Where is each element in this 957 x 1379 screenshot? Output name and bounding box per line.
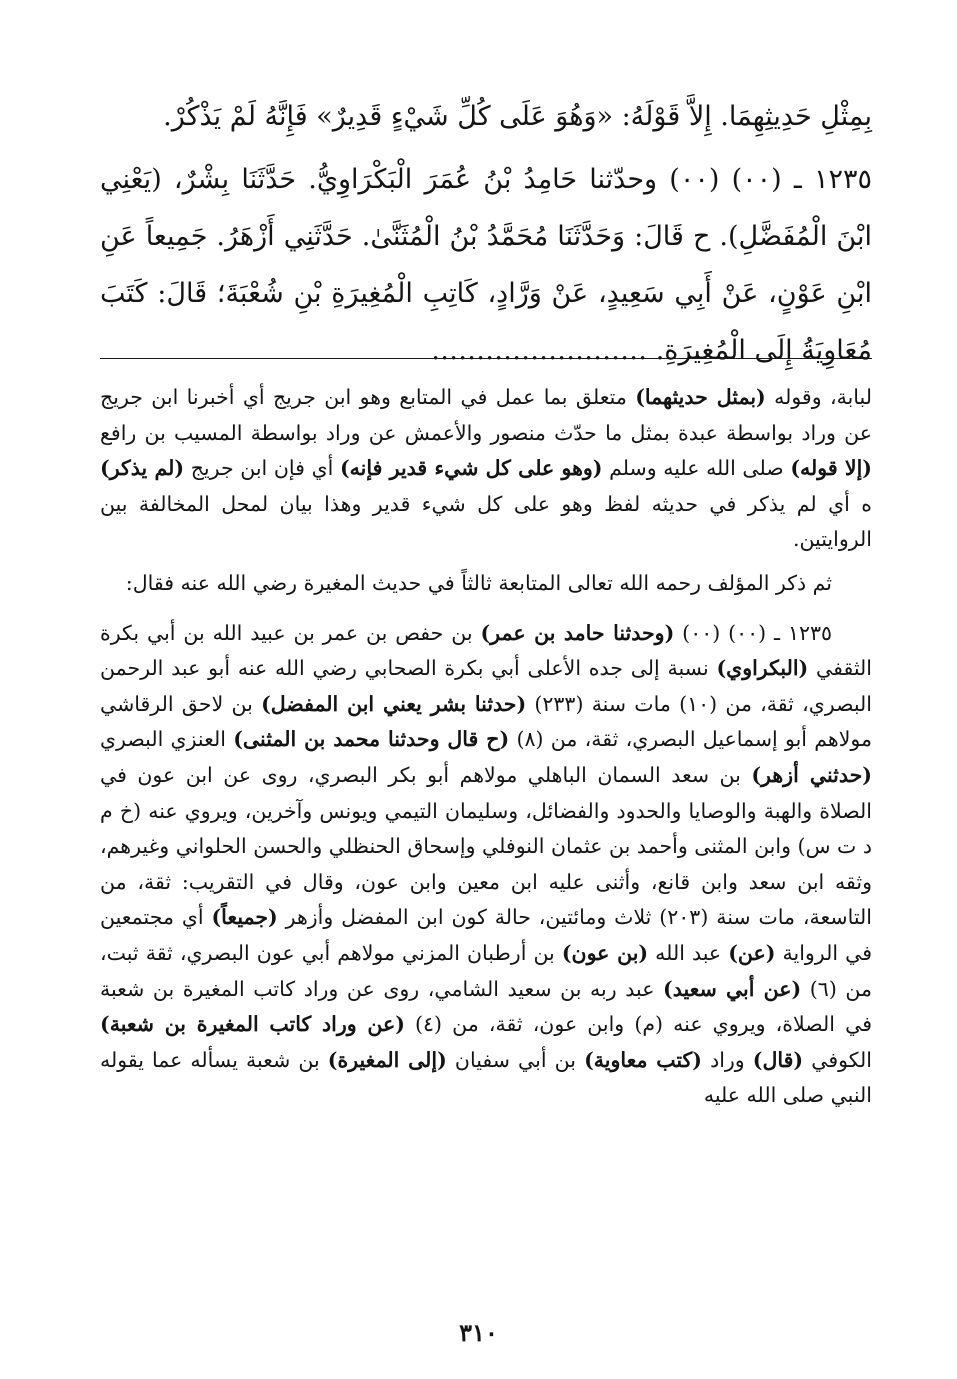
- commentary-text-run: بن أرطبان المزني مولاهم أبي عون البصري، ثقة ثبت، من (٦): [100, 940, 872, 1001]
- hadith-text-block: [100, 88, 872, 379]
- bold-quoted-phrase: (عن وراد كاتب المغيرة بن شعبة): [100, 1012, 405, 1037]
- bold-quoted-phrase: (إلا قوله): [790, 456, 872, 481]
- hadith-matn: [100, 88, 872, 379]
- commentary-text-run: عبد الله: [648, 940, 729, 965]
- bold-quoted-phrase: (حدثنا بشر يعني ابن المفضل): [261, 691, 527, 716]
- bold-quoted-phrase: (لم يذكر): [100, 456, 185, 481]
- footnote-divider-rule: [100, 358, 872, 359]
- commentary-text-run: بن شعبة يسأله عما يقوله النبي صلى الله عليه: [100, 1047, 872, 1108]
- ellipsis-dots: ……………………: [431, 335, 648, 366]
- hadith-1235-text: ١٢٣٥ ـ (٠٠) (٠٠) وحدّثنا حَامِدُ بْنُ عُمَرَ الْبَكْرَاوِيُّ. حَدَّثَنَا بِشْرٌ، (يَعْنِي ابْنَ الْمُفَضَّلِ). ح قَالَ: وَحَدَّثَنَا مُحَمَّدُ بْنُ الْمُثَنَّىٰ. حَدَّثَنِي أَزْهَرُ. جَمِيعاً عَنِ ابْنِ عَوْنٍ، عَنْ أَبِي سَعِيدٍ، عَنْ وَرَّادٍ، كَاتِبِ الْمُغِيرَةِ بْنِ شُعْبَةَ؛ قَالَ: كَتَبَ مُعَاوِيَةُ إِلَى الْمُغِيرَةِ.: [100, 164, 873, 366]
- commentary-paragraph-1: [100, 380, 872, 558]
- commentary-paragraph-3: [100, 616, 872, 1114]
- bold-quoted-phrase: (جميعاً): [211, 905, 278, 930]
- commentary-text-run: وراد: [701, 1047, 753, 1072]
- commentary-text-run: لبابة، وقوله: [765, 385, 872, 409]
- hadith-line-continuation: بِمِثْلِ حَدِيثِهِمَا. إِلاَّ قَوْلَهُ: «وَهُوَ عَلَى كُلِّ شَيْءٍ قَدِيرٌ» فَإِنَّهُ لَمْ يَذْكُرْ.: [163, 101, 872, 132]
- bold-quoted-phrase: (بمثل حديثهما): [635, 385, 766, 409]
- commentary-text-run: الكوفي: [803, 1047, 872, 1072]
- commentary-text-run: العنزي البصري: [100, 727, 234, 752]
- commentary-paragraph-2: [100, 566, 872, 602]
- commentary-text-run: ١٢٣٥ ـ (٠٠) (٠٠): [674, 620, 833, 645]
- commentary-text-run: بن سعد السمان الباهلي مولاهم أبو بكر البصري، روى عن ابن عون في الصلاة والهبة والوصايا والحدود والفضائل، وسليمان التيمي ويونس وآخرين، ويروي عنه (خ م د ت س) وابن المثنى وأحمد بن عثمان النوفلي وإسحاق الحنظلي والحسن الحلواني وغيرهم، وثقه ابن سعد وابن قانع، وأثنى عليه ابن معين وابن عون، وقال في التقريب: ثقة، من التاسعة، مات سنة (٢٠٣) ثلاث ومائتين، حالة كون ابن المفضل وأزهر: [100, 762, 872, 930]
- commentary-text-run: متعلق بما عمل في المتابع وهو ابن جريج أي أخبرنا ابن جريج عن وراد بواسطة عبدة بمثل ما حدّث منصور والأعمش عن وراد بواسطة المسيب بن رافع: [100, 385, 872, 445]
- commentary-text-run: بن أبي سفيان: [446, 1047, 585, 1072]
- bold-quoted-phrase: (وهو على كل شيء قدير فإنه): [339, 456, 603, 481]
- commentary-text-run: بن لاحق الرقاشي مولاهم أبو إسماعيل البصري، ثقة، من (٨): [100, 691, 873, 752]
- commentary-block: [100, 380, 872, 1114]
- commentary-text-run: نسبة إلى جده الأعلى أبي بكرة الصحابي رضي الله عنه أبو عبد الرحمن البصري، ثقة، من (١٠) مات سنة (٢٣٣): [100, 656, 872, 716]
- bold-quoted-phrase: (عن أبي سعيد): [663, 976, 802, 1001]
- bold-quoted-phrase: (البكراوي): [716, 656, 809, 681]
- bold-quoted-phrase: (بن عون): [561, 940, 649, 965]
- bold-quoted-phrase: (ح قال وحدثنا محمد بن المثنى): [233, 727, 510, 752]
- bold-quoted-phrase: (كتب معاوية): [584, 1047, 702, 1072]
- commentary-text-run: أي مجتمعين في الرواية: [100, 905, 873, 965]
- bold-quoted-phrase: (وحدثنا حامد بن عمر): [480, 620, 675, 645]
- hadith-paragraph-1235: [100, 151, 872, 379]
- bold-quoted-phrase: (إلى المغيرة): [327, 1047, 447, 1072]
- commentary-text-run: أي فإن ابن جريج: [184, 456, 340, 481]
- commentary-text-run: عبد ربه بن سعيد الشامي، روى عن وراد كاتب المغيرة بن شعبة في الصلاة، ويروي عنه (م) وابن عون، ثقة، من (٤): [100, 976, 872, 1037]
- commentary-text-run: ثم ذكر المؤلف رحمه الله تعالى المتابعة ثالثاً في حديث المغيرة رضي الله عنه فقال:: [125, 570, 832, 595]
- bold-quoted-phrase: (عن): [728, 940, 776, 965]
- commentary-text-run: ه أي لم يذكر في حديثه لفظ وهو على كل شيء قدير وهذا بيان لمحل المخالفة بين الروايتين.: [100, 491, 872, 552]
- bold-quoted-phrase: (حدثني أزهر): [751, 762, 872, 787]
- page-number: ٣١٠: [459, 1318, 498, 1347]
- commentary-text-run: بن حفص بن عمر بن عبيد الله بن أبي بكرة الثقفي: [100, 620, 872, 681]
- commentary-text-run: صلى الله عليه وسلم: [602, 456, 791, 481]
- bold-quoted-phrase: (قال): [752, 1047, 804, 1072]
